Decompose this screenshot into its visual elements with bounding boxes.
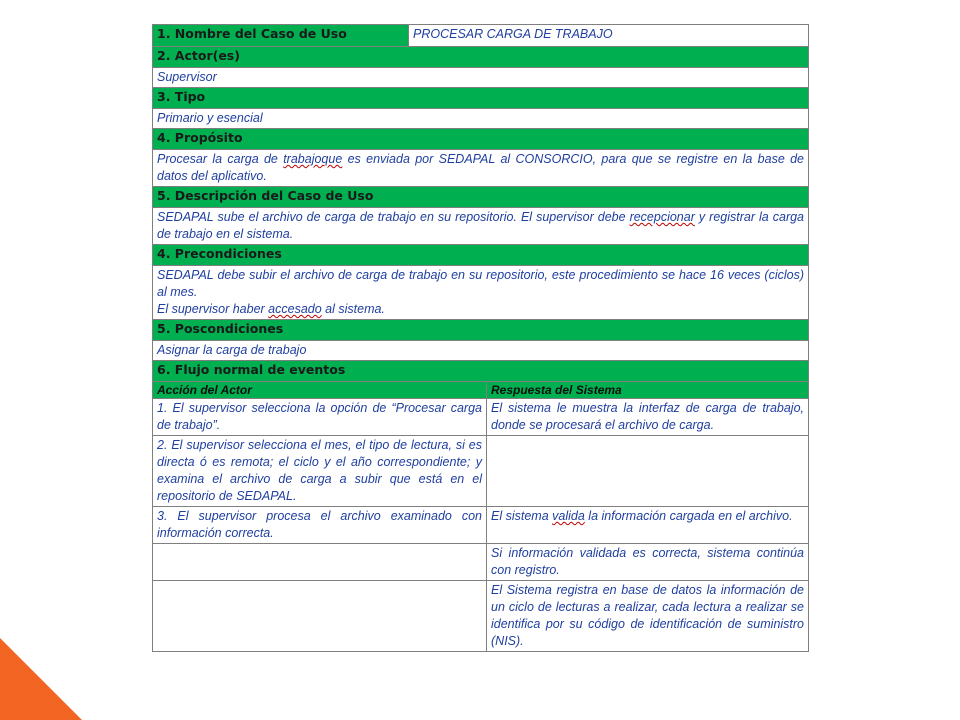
use-case-table <box>152 24 809 652</box>
flow-row-4-system: Si información validada es correcta, sistema continúa con registro. <box>487 544 809 581</box>
flow-row-3-system-end: la información cargada en el archivo. <box>584 509 793 523</box>
description-text-end: y registrar la carga de trabajo en el sistema. <box>157 210 805 241</box>
actors-label: 2. Actor(es) <box>153 47 809 68</box>
use-case-name-value: PROCESAR CARGA DE TRABAJO <box>409 25 809 47</box>
preconditions-line-2-start: El supervisor haber <box>157 302 269 316</box>
description-text-misspelled: recepcionar <box>629 210 695 224</box>
flow-row-3-actor: 3. El supervisor procesa el archivo examinado con información correcta. <box>153 507 487 544</box>
preconditions-line-2-misspelled: accesado <box>268 302 322 316</box>
flow-row-5-actor <box>153 581 487 652</box>
postconditions-label: 5. Poscondiciones <box>153 320 809 341</box>
flow-row <box>153 399 809 436</box>
type-value: Primario y esencial <box>153 109 809 129</box>
preconditions-line-1: SEDAPAL debe subir el archivo de carga de trabajo en su repositorio, este procedimiento se hace 16 veces (ciclos) al mes. <box>157 268 805 299</box>
flow-column-system: Respuesta del Sistema <box>487 382 809 399</box>
flow-row-3-system-start: El sistema <box>491 509 553 523</box>
use-case-name-label: 1. Nombre del Caso de Uso <box>153 25 409 47</box>
flow-row-5-system: El Sistema registra en base de datos la información de un ciclo de lecturas a realizar, cada lectura a realizar se identifica por su código de identificación de suministro (NIS). <box>487 581 809 652</box>
flow-row <box>153 544 809 581</box>
actors-value: Supervisor <box>153 68 809 88</box>
flow-label: 6. Flujo normal de eventos <box>153 361 809 382</box>
flow-row-3-system <box>487 507 809 544</box>
flow-row <box>153 507 809 544</box>
purpose-text-end: es enviada por SEDAPAL al CONSORCIO, para que se registre en la base de datos del aplicativo. <box>157 152 805 183</box>
description-value <box>153 208 809 245</box>
preconditions-value <box>153 266 809 320</box>
flow-row-2-system <box>487 436 809 507</box>
postconditions-value: Asignar la carga de trabajo <box>153 341 809 361</box>
purpose-text-start: Procesar la carga de <box>157 152 284 166</box>
flow-row <box>153 436 809 507</box>
purpose-text-misspelled: trabajoque <box>283 152 343 166</box>
description-label: 5. Descripción del Caso de Uso <box>153 187 809 208</box>
preconditions-line-2 <box>157 301 804 318</box>
flow-row-3-system-misspelled: valida <box>552 509 585 523</box>
flow-row-1-system: El sistema le muestra la interfaz de carga de trabajo, donde se procesará el archivo de carga. <box>487 399 809 436</box>
flow-row-1-actor: 1. El supervisor selecciona la opción de “Procesar carga de trabajo”. <box>153 399 487 436</box>
flow-row-4-actor <box>153 544 487 581</box>
flow-column-actor: Acción del Actor <box>153 382 487 399</box>
preconditions-label: 4. Precondiciones <box>153 245 809 266</box>
flow-row-2-actor: 2. El supervisor selecciona el mes, el tipo de lectura, si es directa ó es remota; el ciclo y el año correspondiente; y examina el archivo de carga a subir que está en el repositorio de SEDAPAL. <box>153 436 487 507</box>
type-label: 3. Tipo <box>153 88 809 109</box>
orange-corner-decoration <box>0 638 82 720</box>
preconditions-line-2-end: al sistema. <box>321 302 385 316</box>
description-text-start: SEDAPAL sube el archivo de carga de trabajo en su repositorio. El supervisor debe <box>157 210 630 224</box>
purpose-value <box>153 150 809 187</box>
purpose-label: 4. Propósito <box>153 129 809 150</box>
flow-row <box>153 581 809 652</box>
